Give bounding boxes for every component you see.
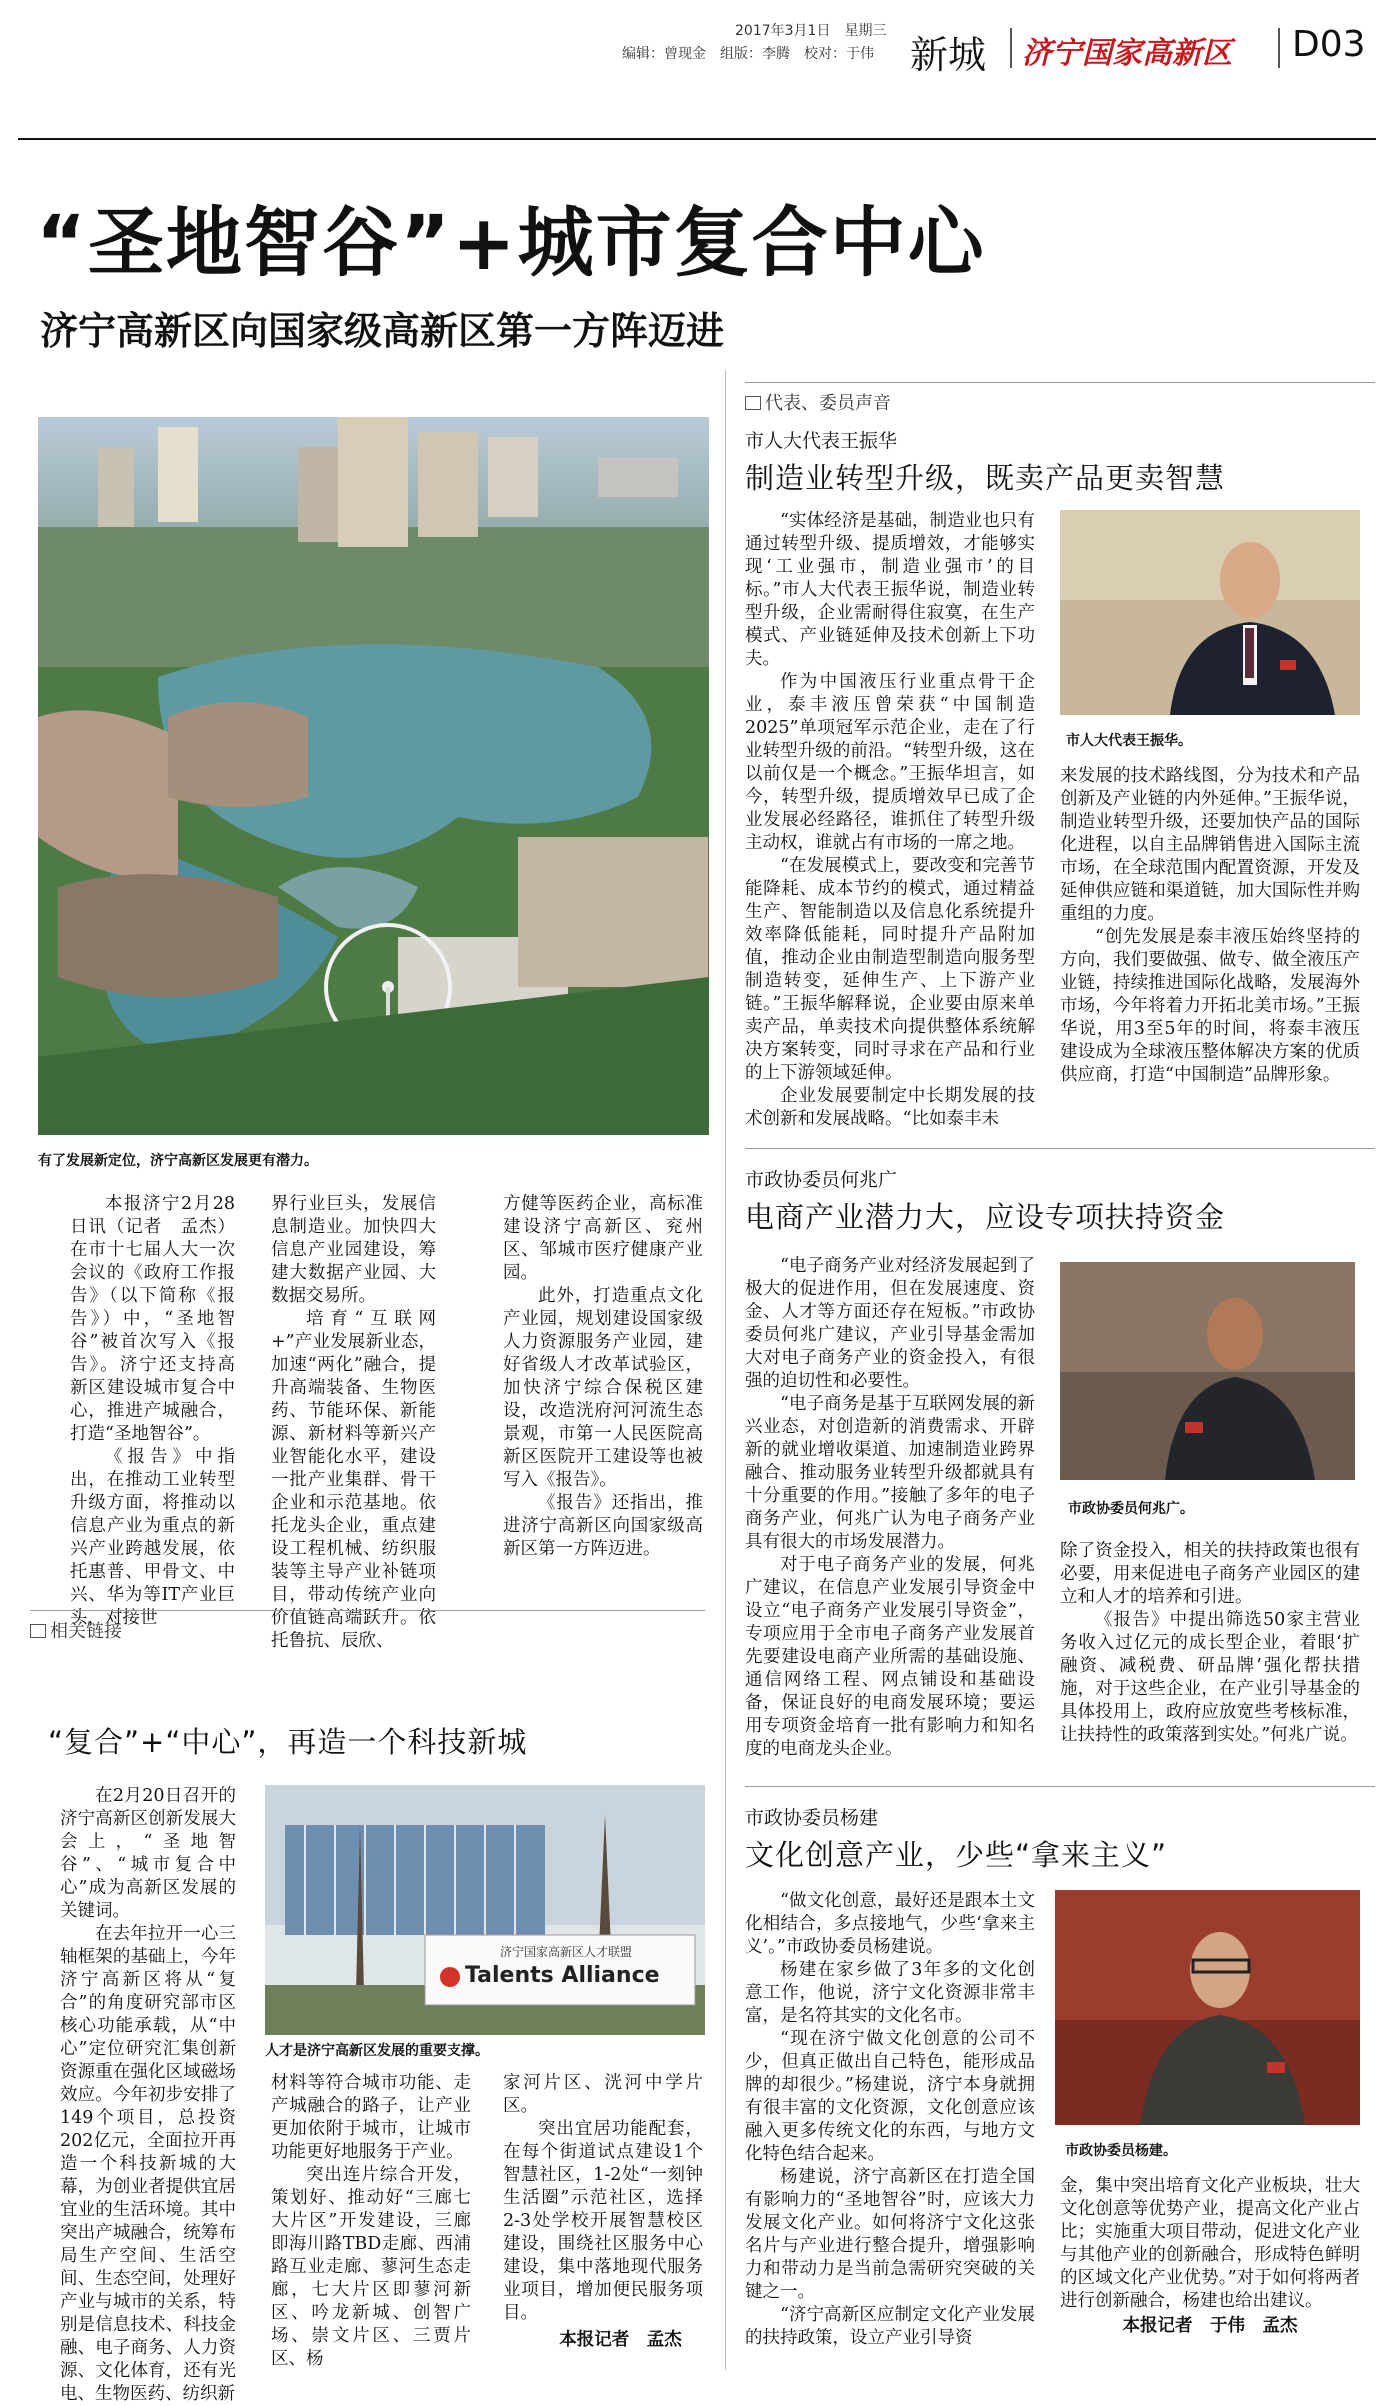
related-article-paragraph: 家河片区、洸河中学片区。 — [503, 2073, 703, 2116]
voice-1-paragraph: 来发展的技术路线图，分为技术和产品创新及产业链的内外延伸。”王振华说，制造业转型升级，还要加快产品的国际化进程，以自主品牌销售进入国际主流市场，在全球范围内配置资源，开发及延伸供应链和渠道链，加大国际性并购重组的力度。 — [1060, 766, 1360, 924]
voice-2-paragraph: “电子商务产业对经济发展起到了极大的促进作用，但在发展速度、资金、人才等方面还存在短板。”市政协委员何兆广建议，产业引导基金需加大对电子商务产业的资金投入，有很强的迫切性和必要性。 — [745, 1256, 1035, 1391]
main-article-col-2 — [271, 1193, 436, 1653]
related-article-paragraph: 突出连片综合开发，策划好、推动好“三廊七大片区”开发建设，三廊即海川路TBD走廊、西浦路互业走廊、蓼河生态走廊，七大片区即蓼河新区、吟龙新城、创智广场、崇文片区、三贾片区、杨 — [271, 2165, 471, 2369]
related-article-paragraph: 在2月20日召开的济宁高新区创新发展大会上，“圣地智谷”、“城市复合中心”成为高新区发展的关键词。 — [60, 1786, 236, 1921]
main-article-col-1 — [70, 1193, 235, 1630]
page-title: “圣地智谷”+城市复合中心 — [36, 198, 986, 287]
voice-3-headline: 文化创意产业，少些“拿来主义” — [745, 1838, 1168, 1872]
voices-section-bar — [745, 382, 1375, 419]
voice-2-col-a — [745, 1255, 1035, 1761]
voice-1-col-a — [745, 510, 1035, 1131]
column-divider — [725, 370, 726, 2370]
aerial-photo-caption: 有了发展新定位，济宁高新区发展更有潜力。 — [38, 1153, 318, 1169]
main-article-paragraph: 培育“互联网+”产业发展新业态，加速“两化”融合，提升高端装备、生物医药、节能环保、新能源、新材料等新兴产业智能化水平，建设一批产业集群、骨干企业和示范基地。依托龙头企业，重点建设工程机械、纺织服装等主导产业补链项目，带动传统产业向价值链高端跃升。依托鲁抗、辰欣、 — [271, 1309, 436, 1651]
main-article-paragraph: 《报告》还指出，推进济宁高新区向国家级高新区第一方阵迈进。 — [503, 1493, 703, 1559]
talents-photo-caption: 人才是济宁高新区发展的重要支撑。 — [265, 2043, 489, 2059]
voice-1-portrait — [1060, 510, 1360, 715]
voice-3-col-a — [745, 1890, 1035, 2350]
header-brand: 济宁国家高新区 — [1022, 36, 1232, 71]
voice-3-paragraph: “济宁高新区应制定文化产业发展的扶持政策，设立产业引导资 — [745, 2305, 1035, 2348]
voice-2-col-b — [1060, 1540, 1360, 1747]
main-article-paragraph: 《报告》中指出，在推动工业转型升级方面，将推动以信息产业为重点的新兴产业跨越发展，依托惠普、甲骨文、中兴、华为等IT产业巨头，对接世 — [70, 1447, 235, 1628]
aerial-photo-image — [38, 417, 709, 1135]
voice-2-caption: 市政协委员何兆广。 — [1068, 1501, 1194, 1517]
page-number: D03 — [1292, 24, 1366, 65]
related-section-label: 相关链接 — [50, 1621, 122, 1642]
related-byline: 本报记者 孟杰 — [559, 2330, 682, 2350]
voice-1-paragraph: “创先发展是泰丰液压始终坚持的方向，我们要做强、做专、做全液压产业链，持续推进国际化战略，发展海外市场，今年将着力开拓北美市场。”王振华说，用3至5年的时间，将泰丰液压建设成为全球液压整体解决方案的优质供应商，打造“中国制造”品牌形象。 — [1060, 927, 1360, 1085]
voice-1-paragraph: “实体经济是基础，制造业也只有通过转型升级、提质增效，才能够实现‘工业强市，制造业强市’的目标。”市人大代表王振华说，制造业转型升级，企业需耐得住寂寞，在生产模式、产业链延伸及技术创新上下功夫。 — [745, 511, 1035, 669]
main-article-paragraph: 界行业巨头，发展信息制造业。加快四大信息产业园建设，筹建大数据产业园、大数据交易所。 — [271, 1194, 436, 1306]
talents-photo-image — [265, 1785, 705, 2035]
voice-1-col-b — [1060, 765, 1360, 1087]
header — [0, 0, 1394, 90]
voice-3-paragraph: “做文化创意，最好还是跟本土文化相结合，多点接地气，少些‘拿来主义’。”市政协委员杨建说。 — [745, 1891, 1035, 1957]
section-box-icon — [745, 396, 761, 410]
voice-3-paragraph: 杨建说，济宁高新区在打造全国有影响力的“圣地智谷”时，应该大力发展文化产业。如何将济宁文化这张名片与产业进行整合提升，增强影响力和带动力是当前急需研究突破的关键之一。 — [745, 2167, 1035, 2302]
related-headline: “复合”+“中心”，再造一个科技新城 — [48, 1725, 528, 1759]
related-article-col-2 — [271, 2072, 471, 2371]
voice-1-caption: 市人大代表王振华。 — [1066, 733, 1192, 749]
voice-3-byline: 本报记者 于伟 孟杰 — [1122, 2316, 1298, 2336]
related-article-col-1 — [60, 1785, 236, 2406]
main-article-paragraph: 方健等医药企业，高标准建设济宁高新区、兖州区、邹城市医疗健康产业园。 — [503, 1194, 703, 1283]
voice-2-paragraph: 对于电子商务产业的发展，何兆广建议，在信息产业发展引导资金中设立“电子商务产业发展引导资金”，专项应用于全市电子商务产业发展首先要建设电商产业所需的基础设施、通信网络工程、网点铺设和基础设备，保证良好的电商发展环境；要运用专项资金培育一批有影响力和知名度的电商龙头企业。 — [745, 1555, 1035, 1759]
voice-1-portrait-image — [1060, 510, 1360, 715]
aerial-photo — [38, 417, 709, 1135]
main-article-col-3 — [503, 1193, 703, 1561]
voice-3-paragraph: 杨建在家乡做了3年多的文化创意工作，他说，济宁文化资源非常丰富，是名符其实的文化名市。 — [745, 1960, 1035, 2026]
voice-2-kicker: 市政协委员何兆广 — [745, 1169, 898, 1191]
voice-2-headline: 电商产业潜力大，应设专项扶持资金 — [745, 1200, 1226, 1234]
voice-3-col-b — [1060, 2175, 1360, 2338]
voice-2-paragraph: 《报告》中提出筛选50家主营业务收入过亿元的成长型企业，着眼‘扩融资、减税费、研品牌’强化帮扶措施，对于这些企业，在产业引导基金的具体投用上，政府应放宽些考核标准，让扶持性的政策落到实处。”何兆广说。 — [1060, 1610, 1360, 1745]
related-article-paragraph: 在去年拉开一心三轴框架的基础上，今年济宁高新区将从“复合”的角度研究部市区核心功能承载，从“中心”定位研究汇集创新资源重在强化区域磁场效应。今年初步安排了149个项目，总投资202亿元，全面拉开再造一个科技新城的大幕，为创业者提供宜居宜业的生活环境。其中突出产城融合，统筹布局生产空间、生活空间、生态空间，处理好产业与城市的关系，特别是信息技术、科技金融、电子商务、人力资源、文化体育，还有光电、生物医药、纺织新 — [60, 1924, 236, 2404]
section-box-icon — [30, 1624, 46, 1638]
related-article-paragraph: 突出宜居功能配套，在每个街道试点建设1个智慧社区，1-2处“一刻钟生活圈”示范社区，选择2-3处学校开展智慧校区建设，围绕社区服务中心建设，集中落地现代服务业项目，增加便民服务项目。 — [503, 2119, 703, 2323]
voice-2-portrait-image — [1060, 1262, 1355, 1480]
header-rule — [18, 138, 1376, 140]
related-article-paragraph: 材料等符合城市功能、走产城融合的路子，让产业更加依附于城市，让城市功能更好地服务于产业。 — [271, 2073, 471, 2162]
voice-1-kicker: 市人大代表王振华 — [745, 430, 898, 452]
page-subtitle: 济宁高新区向国家级高新区第一方阵迈进 — [40, 309, 725, 353]
talents-sign-big: Talents Alliance — [465, 1963, 660, 1988]
voice-1-paragraph: 企业发展要制定中长期发展的技术创新和发展战略。“比如泰丰未 — [745, 1086, 1035, 1129]
voice-3-kicker: 市政协委员杨建 — [745, 1807, 879, 1829]
header-editors: 编辑：曾现金 组版：李腾 校对：于伟 — [622, 46, 874, 62]
voice-1-paragraph: “在发展模式上，要改变和完善节能降耗、成本节约的模式，通过精益生产、智能制造以及信息化系统提升效率降低能耗，同时提升产品附加值，推动企业由制造型制造向服务型制造转变，延伸生产、上下游产业链。”王振华解释说，企业要由原来单卖产品，单卖技术向提供整体系统解决方案转变，同时寻求在产品和行业的上下游领域延伸。 — [745, 856, 1035, 1083]
related-article-col-3 — [503, 2072, 703, 2352]
header-divider — [1010, 28, 1012, 68]
voice-3-portrait — [1055, 1890, 1360, 2125]
voice-2-paragraph: 除了资金投入，相关的扶持政策也很有必要，用来促进电子商务产业园区的建立和人才的培养和引进。 — [1060, 1541, 1360, 1607]
voice-1-paragraph: 作为中国液压行业重点骨干企业，泰丰液压曾荣获“中国制造2025”单项冠军示范企业，走在了行业转型升级的前沿。“转型升级，这在以前仅是一个概念。”王振华坦言，如今，转型升级，提质增效早已成了企业发展必经路径，谁抓住了转型升级主动权，谁就占有市场的一席之地。 — [745, 672, 1035, 853]
voice-3-paragraph: “现在济宁做文化创意的公司不少，但真正做出自己特色，能形成品牌的却很少。”杨建说，济宁本身就拥有很丰富的文化资源，文化创意应该融入更多传统文化的东西，与地方文化特色结合起来。 — [745, 2029, 1035, 2164]
voice-3-portrait-image — [1055, 1890, 1360, 2125]
voice-2-paragraph: “电子商务是基于互联网发展的新兴业态，对创造新的消费需求、开辟新的就业增收渠道、加速制造业跨界融合、推动服务业转型升级都就具有十分重要的作用。”接触了多年的电子商务产业，何兆广认为电子商务产业具有很大的市场发展潜力。 — [745, 1394, 1035, 1552]
related-section-bar — [30, 1610, 705, 1647]
talents-sign-small: 济宁国家高新区人才联盟 — [500, 1945, 633, 1959]
main-article-paragraph: 此外，打造重点文化产业园，规划建设国家级人力资源服务产业园，建好省级人才改革试验区，加快济宁综合保税区建设，改造洸府河河流生态景观，市第一人民医院高新区医院开工建设等也被写入《报告》。 — [503, 1286, 703, 1490]
voice-3-paragraph: 金，集中突出培育文化产业板块，壮大文化创意等优势产业，提高文化产业占比；实施重大项目带动，促进文化产业与其他产业的创新融合，形成特色鲜明的区域文化产业优势。”对于如何将两者进行创新融合，杨建也给出建议。 — [1060, 2176, 1360, 2311]
voice-1-headline: 制造业转型升级，既卖产品更卖智慧 — [745, 461, 1226, 495]
main-article-lead: 本报济宁2月28日讯（记者 孟杰）在市十七届人大一次会议的《政府工作报告》（以下简称《报告》）中，“圣地智谷”被首次写入《报告》。济宁还支持高新区建设城市复合中心，推进产城融合，打造“圣地智谷”。 — [70, 1194, 235, 1444]
header-date: 2017年3月1日 星期三 — [735, 23, 887, 39]
header-divider — [1278, 28, 1280, 68]
voice-2-portrait — [1060, 1262, 1355, 1480]
talents-photo — [265, 1785, 705, 2035]
header-section: 新城 — [910, 33, 987, 77]
story-divider — [745, 1148, 1375, 1149]
story-divider — [745, 1786, 1375, 1787]
voice-3-caption: 市政协委员杨建。 — [1065, 2143, 1177, 2159]
voices-section-label: 代表、委员声音 — [765, 393, 891, 414]
